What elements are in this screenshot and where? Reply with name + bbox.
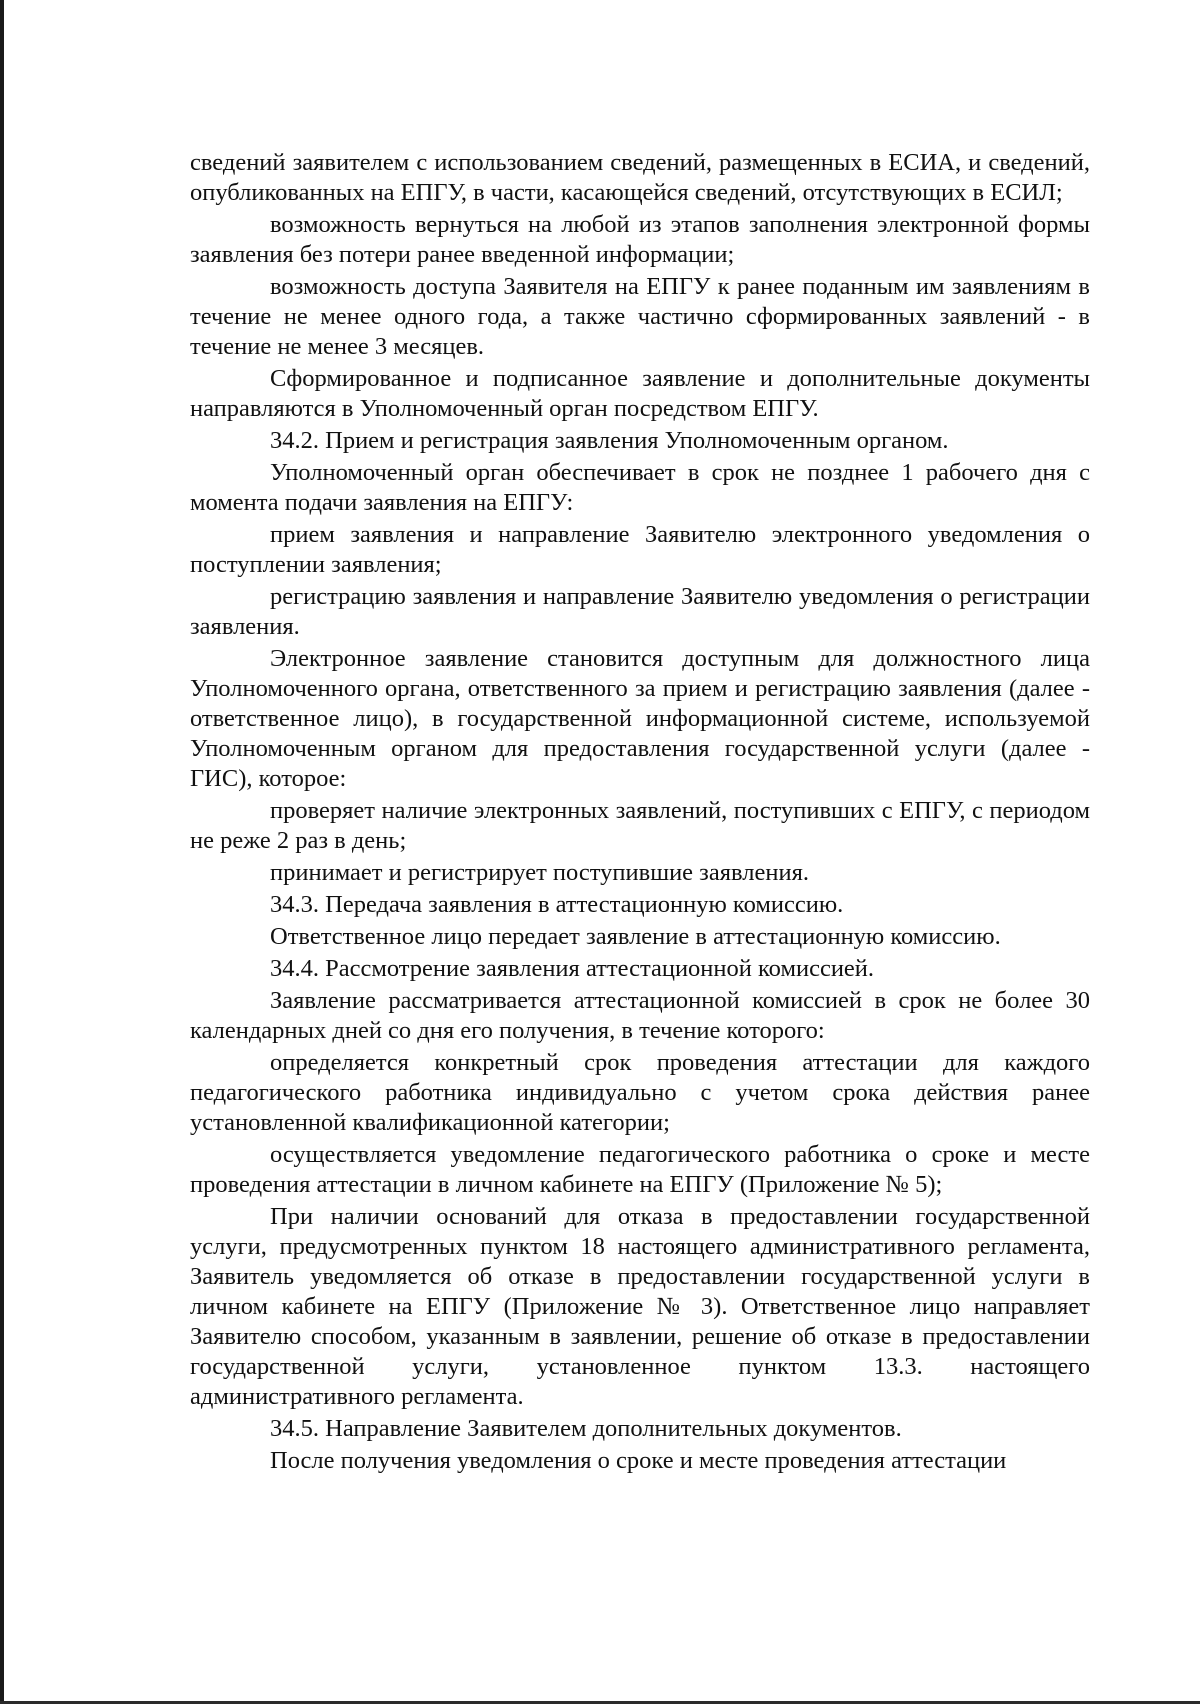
paragraph: возможность вернуться на любой из этапов заполнения электронной формы заявления без потери ранее введенной информации; xyxy=(190,211,1090,268)
scan-edge-left xyxy=(0,0,4,1704)
paragraph: возможность доступа Заявителя на ЕПГУ к ранее поданным им заявлениям в течение не менее одного года, а также частично сформированных заявлений - в течение не менее 3 месяцев. xyxy=(190,273,1090,360)
paragraph: определяется конкретный срок проведения аттестации для каждого педагогического работника индивидуально с учетом срока действия ранее установленной квалификационной категории; xyxy=(190,1049,1090,1136)
paragraph: Ответственное лицо передает заявление в аттестационную комиссию. xyxy=(270,923,1001,950)
paragraph: Сформированное и подписанное заявление и дополнительные документы направляются в Уполномоченный орган посредством ЕПГУ. xyxy=(190,365,1090,422)
section-heading: 34.3. Передача заявления в аттестационную комиссию. xyxy=(270,891,844,918)
paragraph: Заявление рассматривается аттестационной комиссией в срок не более 30 календарных дней со дня его получения, в течение которого: xyxy=(190,987,1090,1044)
paragraph: прием заявления и направление Заявителю электронного уведомления о поступлении заявления; xyxy=(190,521,1090,578)
section-heading: 34.4. Рассмотрение заявления аттестационной комиссией. xyxy=(270,955,875,982)
paragraph: принимает и регистрирует поступившие заявления. xyxy=(270,859,809,886)
paragraph: осуществляется уведомление педагогического работника о сроке и месте проведения аттестации в личном кабинете на ЕПГУ (Приложение № 5); xyxy=(190,1141,1090,1198)
paragraph: регистрацию заявления и направление Заявителю уведомления о регистрации заявления. xyxy=(190,583,1090,640)
paragraph: Электронное заявление становится доступным для должностного лица Уполномоченного органа, ответственного за прием и регистрацию заявления (далее - ответственное лицо), в государственной информационной системе, используемой Уполномоченным органом для предоставления государственной услуги (далее - ГИС), которое: xyxy=(190,645,1090,792)
paragraph: сведений заявителем с использованием сведений, размещенных в ЕСИА, и сведений, опубликованных на ЕПГУ, в части, касающейся сведений, отсутствующих в ЕСИЛ; xyxy=(190,149,1090,206)
paragraph: После получения уведомления о сроке и месте проведения аттестации xyxy=(270,1447,1007,1474)
section-heading: 34.2. Прием и регистрация заявления Уполномоченным органом. xyxy=(270,427,949,454)
document-body xyxy=(190,148,1090,1478)
paragraph: Уполномоченный орган обеспечивает в срок не позднее 1 рабочего дня с момента подачи заявления на ЕПГУ: xyxy=(190,459,1090,516)
paragraph: При наличии оснований для отказа в предоставлении государственной услуги, предусмотренных пунктом 18 настоящего административного регламента, Заявитель уведомляется об отказе в предоставлении государственной услуги в личном кабинете на ЕПГУ (Приложение № 3). Ответственное лицо направляет Заявителю способом, указанным в заявлении, решение об отказе в предоставлении государственной услуги, установленное пунктом 13.3. настоящего административного регламента. xyxy=(190,1203,1090,1410)
section-heading: 34.5. Направление Заявителем дополнительных документов. xyxy=(270,1415,902,1442)
paragraph: проверяет наличие электронных заявлений, поступивших с ЕПГУ, с периодом не реже 2 раз в день; xyxy=(190,797,1090,854)
